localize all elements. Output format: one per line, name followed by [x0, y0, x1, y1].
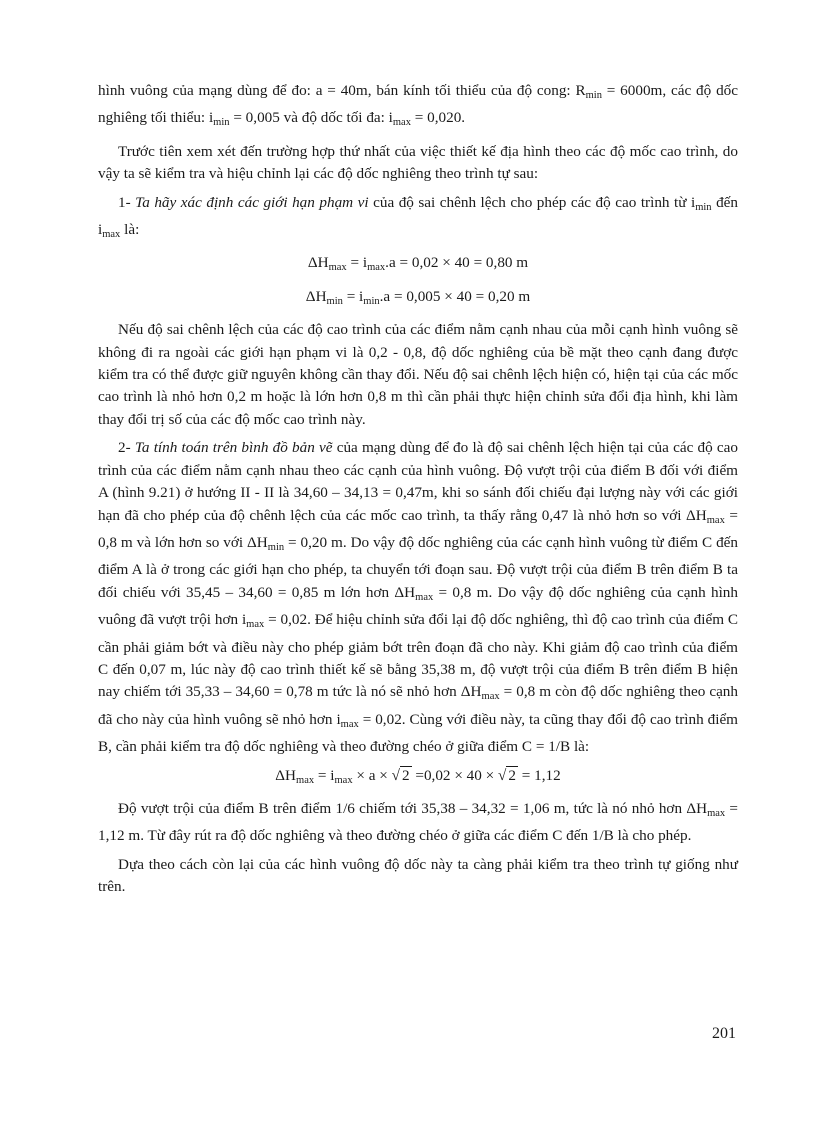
subscript: max [367, 262, 386, 274]
text-run: = i [314, 766, 335, 784]
text-run: ΔH [305, 287, 327, 305]
paragraph-0 [98, 80, 738, 135]
paragraph-6: Dựa theo cách còn lại của các hình vuông độ dốc này ta càng phải kiểm tra theo trình tự giống như trên. [98, 855, 738, 896]
paragraph-2 [98, 192, 738, 247]
subscript: max [415, 591, 434, 603]
paragraph-5 [98, 798, 738, 848]
subscript: min [363, 295, 380, 307]
subscript: min [267, 541, 285, 553]
text-run: là: [120, 221, 140, 239]
list-number: 1- [118, 193, 136, 211]
text-run: × a × [352, 766, 392, 784]
text-run: = 0,02. Cùng với điều này, ta cũng thay đổi độ cao trình điểm B, cần phải kiểm tra độ dốc nghiêng và theo đường chéo ở giữa điểm C = 1/B là: [98, 710, 739, 756]
text-run: = i [342, 287, 364, 305]
text-run: = 0,8 m. Do vậy độ dốc nghiêng của cạnh hình vuông đã vượt trội hơn i [98, 583, 738, 629]
subscript: max [392, 117, 411, 129]
text-run: đến i [98, 193, 739, 239]
sqrt-radicand: 2 [508, 766, 516, 784]
text-run: = 0,20 m. Do vậy độ dốc nghiêng của các cạnh hình vuông từ điểm C đến điểm A là ở trong các giới hạn cho phép, ta chuyển tới đoạn sau. Độ vượt trội của điểm B trên điểm B ta đối chiếu với 35,45 – 34,60 = 0,85 m lớn hơn ΔH [98, 533, 738, 601]
text-run: =0,02 × 40 × [411, 766, 499, 784]
sqrt-symbol: √ [391, 766, 400, 784]
equation-dh-min [98, 286, 738, 313]
text-run: = 0,020. [410, 109, 466, 127]
text-run: .a = 0,02 × 40 = 0,80 m [385, 254, 529, 272]
text-run: = 1,12 m. Từ đây rút ra độ dốc nghiêng và theo đường chéo ở giữa các điểm C đến 1/B là cho phép. [98, 799, 738, 845]
text-run: hình vuông của mạng dùng để đo: a = 40m, bán kính tối thiểu của độ cong: R [98, 82, 586, 99]
text-run: = 0,8 m và lớn hơn so với ΔH [98, 506, 738, 551]
subscript: max [707, 807, 726, 819]
subscript: min [585, 90, 602, 101]
paragraph-3: Nếu độ sai chênh lệch của các độ cao trình của các điểm nằm cạnh nhau của mỗi cạnh hình vuông sẽ không đi ra ngoài các giới hạn phạm vi là 0,2 - 0,8, độ dốc nghiêng của bề mặt theo cạnh đang được kiểm tra có thể được giữ nguyên không cần thay đổi. Nếu độ sai chênh lệch hiện có, hiện tại của các mốc cao trình là nhỏ hơn 0,2 m hoặc là lớn hơn 0,8 m thì cần phải thực hiện chỉnh sửa đổi địa hình, khi làm thay đổi trị số của các độ mốc cao trình này. [98, 321, 738, 428]
text-run: = 0,005 và độ dốc tối đa: i [229, 109, 393, 127]
subscript: max [296, 774, 315, 786]
text-run: = 0,8 m còn độ dốc nghiêng theo cạnh đã cho này của hình vuông sẽ nhỏ hơn i [98, 683, 738, 728]
paragraph-1: Trước tiên xem xét đến trường hợp thứ nhất của việc thiết kế địa hình theo các độ mốc cao trình, do vậy ta sẽ kiểm tra và hiệu chỉnh lại các độ dốc nghiêng theo trình tự sau: [98, 142, 738, 183]
text-run: ΔH [275, 766, 297, 784]
subscript: max [706, 514, 725, 526]
list-number: 2- [118, 439, 135, 457]
text-run: ΔH [307, 254, 329, 272]
sqrt-symbol: √ [498, 766, 507, 784]
text-run: .a = 0,005 × 40 = 0,20 m [379, 287, 531, 305]
text-run: = 0,02. Để hiệu chỉnh sửa đổi lại độ dốc nghiêng, thì độ cao trình của điểm C cần phải giảm bớt và điều này cho phép giảm bớt trên đoạn đã cho này. Khi giảm độ cao trình của điểm C đến 0,07 m, lúc này độ cao trình thiết kế sẽ bằng 35,38 m, độ vượt trội của điểm B trên điểm B hiện nay chiếm tới 35,33 – 34,60 = 0,78 m tức là nó sẽ nhỏ hơn ΔH [98, 611, 738, 701]
subscript: max [340, 718, 359, 730]
italic-heading: Ta tính toán trên bình đồ bản vẽ [134, 439, 333, 457]
subscript: max [481, 691, 500, 703]
text-run: = i [346, 254, 368, 272]
paragraph-4 [98, 437, 738, 758]
subscript: max [246, 619, 265, 631]
page-number: 201 [712, 1025, 736, 1042]
italic-heading: Ta hãy xác định các giới hạn phạm vi [135, 193, 369, 211]
subscript: max [102, 229, 121, 241]
subscript: min [695, 201, 712, 213]
subscript: min [213, 117, 230, 129]
subscript: min [326, 295, 343, 307]
page-body [98, 80, 738, 905]
subscript: max [334, 774, 353, 786]
subscript: max [328, 262, 347, 274]
equation-diagonal [98, 765, 738, 792]
text-run: = 6000m, các độ dốc nghiêng tối thiểu: i [98, 82, 738, 127]
text-run: = 1,12 [517, 766, 561, 784]
text-run: của mạng dùng để đo là độ sai chênh lệch hiện tại của các độ cao trình của các điểm nằm cạnh nhau theo các cạnh của hình vuông. Độ vượt trội của điểm B đối với điểm A (hình 9.21) ở hướng II - II là 34,60 – 34,13 = 0,47m, khi so sánh đối chiếu đại lượng này với các giới hạn đã cho phép của độ chênh lệch của các mốc cao trình, ta thấy rằng 0,47 là nhỏ hơn so với ΔH [98, 439, 738, 524]
text-run: của độ sai chênh lệch cho phép các độ cao trình từ i [368, 193, 696, 211]
equation-dh-max [98, 252, 738, 279]
text-run: Độ vượt trội của điểm B trên điểm 1/6 chiếm tới 35,38 – 34,32 = 1,06 m, tức là nó nhỏ hơn ΔH [118, 799, 708, 817]
sqrt-radicand: 2 [401, 766, 410, 784]
